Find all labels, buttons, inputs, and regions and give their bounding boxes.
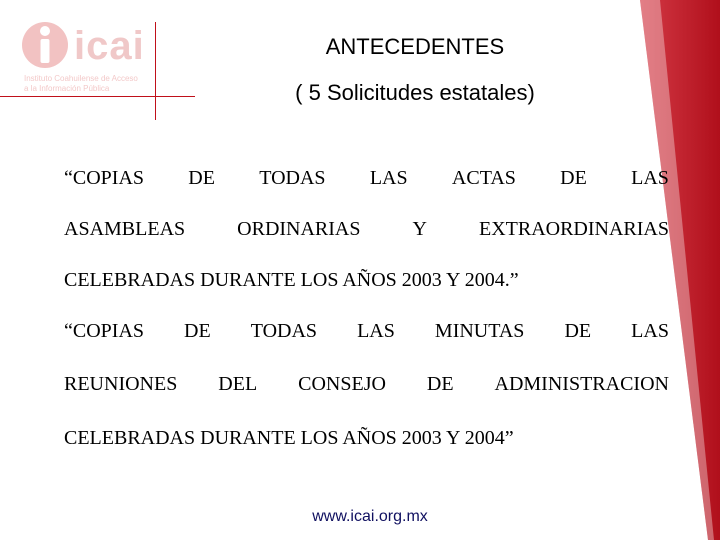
logo-tagline-line-1: Instituto Coahuilense de Acceso xyxy=(24,74,138,83)
logo-tagline-line-2: a la Información Pública xyxy=(24,84,110,93)
logo-wordmark: icai xyxy=(74,24,145,68)
word: ADMINISTRACION xyxy=(494,373,669,395)
word: ACTAS xyxy=(451,167,516,189)
word: Y xyxy=(412,218,427,240)
word: LAS xyxy=(631,320,669,342)
word: “COPIAS xyxy=(64,320,145,342)
word: LAS xyxy=(357,320,395,342)
icai-logo xyxy=(18,18,163,96)
word: LAS xyxy=(369,167,408,189)
page-title: ANTECEDENTES xyxy=(325,34,505,59)
icai-logo-mark-icon xyxy=(20,20,70,70)
word: DE xyxy=(564,320,592,342)
word: TODAS xyxy=(259,167,326,189)
request-2-line-1 xyxy=(64,319,669,343)
website-link[interactable]: www.icai.org.mx xyxy=(312,508,428,525)
word: CONSEJO xyxy=(298,373,386,395)
vertical-rule xyxy=(155,22,156,120)
request-2-line-2 xyxy=(64,372,669,396)
word: ORDINARIAS xyxy=(237,218,361,240)
request-1-line-1 xyxy=(64,166,669,190)
word: DE xyxy=(560,167,587,189)
request-1-line-2 xyxy=(64,217,669,241)
word: DE xyxy=(184,320,211,342)
word: LAS xyxy=(631,167,669,189)
word: EXTRAORDINARIAS xyxy=(478,218,669,240)
word: “COPIAS xyxy=(64,167,145,189)
word: DE xyxy=(188,167,215,189)
horizontal-rule xyxy=(0,96,195,97)
word: DEL xyxy=(218,373,258,395)
word: TODAS xyxy=(250,320,318,342)
request-2-line-3: CELEBRADAS DURANTE LOS AÑOS 2003 Y 2004” xyxy=(64,427,514,449)
page-subtitle: ( 5 Solicitudes estatales) xyxy=(295,80,535,105)
word: MINUTAS xyxy=(434,320,525,342)
request-1-line-3: CELEBRADAS DURANTE LOS AÑOS 2003 Y 2004.” xyxy=(64,269,519,291)
word: ASAMBLEAS xyxy=(64,218,186,240)
word: REUNIONES xyxy=(64,373,178,395)
word: DE xyxy=(426,373,454,395)
